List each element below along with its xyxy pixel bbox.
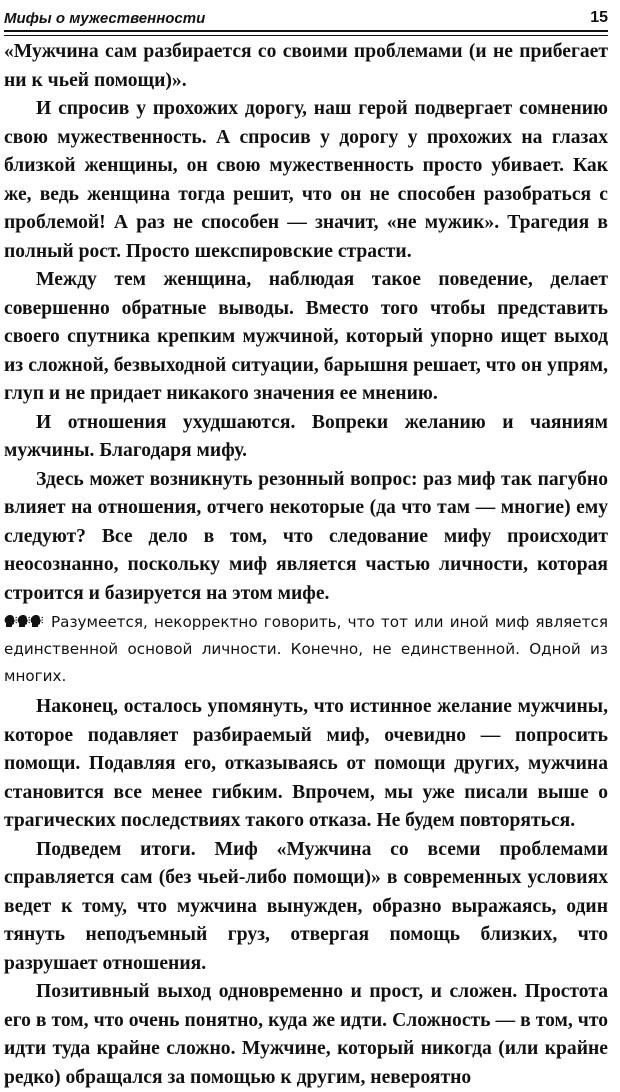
paragraph-6: Наконец, осталось упомянуть, что истинное желание мужчины, которое подавляет разбираемый миф, очевидно — попросить помощи. Подавляя его, отказываясь от помощи других, мужчина становится все менее гибким. Впрочем, мы уже писали выше о трагических последствиях такого отказа. Не будем повторяться. <box>4 696 608 831</box>
side-note <box>4 609 608 690</box>
paragraph-3: Между тем женщина, наблюдая такое поведение, делает совершенно обратные выводы. Вместо того чтобы представить своего спутника крепким мужчиной, который упорно ищет выход из сложной, безвыходной ситуации, барышня решает, что он упрям, глуп и не придает никакого значения ее мнению. <box>4 269 608 404</box>
paragraph-7: Подведем итоги. Миф «Мужчина со всеми проблемами справляется сам (без чьей-либо помощи)» в современных условиях ведет к тому, что мужчина вынужден, образно выражаясь, один тянуть неподъемный груз, отвергая помощь близких, что разрушает отношения. <box>4 838 608 974</box>
talking-head-icon <box>30 614 43 628</box>
note-text: Разумеется, некорректно говорить, что тот или иной миф является единственной основой личности. Конечно, не единственной. Одной из многих. <box>4 613 608 685</box>
paragraph-5: Здесь может возникнуть резонный вопрос: раз миф так пагубно влияет на отношения, отчего некоторые (да что там — многие) ему следуют? Все дело в том, что следование мифу происходит неосознанно, поскольку миф является частью личности, которая строится и базируется на этом мифе. <box>4 468 608 604</box>
page-header <box>4 0 608 32</box>
talking-head-icon <box>4 614 17 628</box>
note-icons <box>4 609 43 636</box>
paragraph-1: «Мужчина сам разбирается со своими проблемами (и не прибегает ни к чьей помощи)». <box>4 41 608 91</box>
body-text <box>4 38 608 1092</box>
running-title: Мифы о мужественности <box>4 10 206 27</box>
talking-head-icon <box>17 614 30 628</box>
paragraph-8: Позитивный выход одновременно и прост, и сложен. Простота его в том, что очень понятно, куда же идти. Сложность — в том, что идти туда крайне сложно. Мужчине, который никогда (или крайне редко) обращался за помощью к другим, невероятно <box>4 981 608 1088</box>
page-number: 15 <box>590 9 608 26</box>
paragraph-2: И спросив у прохожих дорогу, наш герой подвергает сомнению свою мужественность. А спросив у дорогу у прохожих на глазах близкой женщины, он свою мужественность просто убивает. Как же, ведь женщина тогда решит, что он не способен разобраться с проблемой! А раз не способен — значит, «не мужик». Трагедия в полный рост. Просто шекспировские страсти. <box>4 98 608 262</box>
paragraph-4: И отношения ухудшаются. Вопреки желанию и чаяниям мужчины. Благодаря мифу. <box>4 411 608 461</box>
